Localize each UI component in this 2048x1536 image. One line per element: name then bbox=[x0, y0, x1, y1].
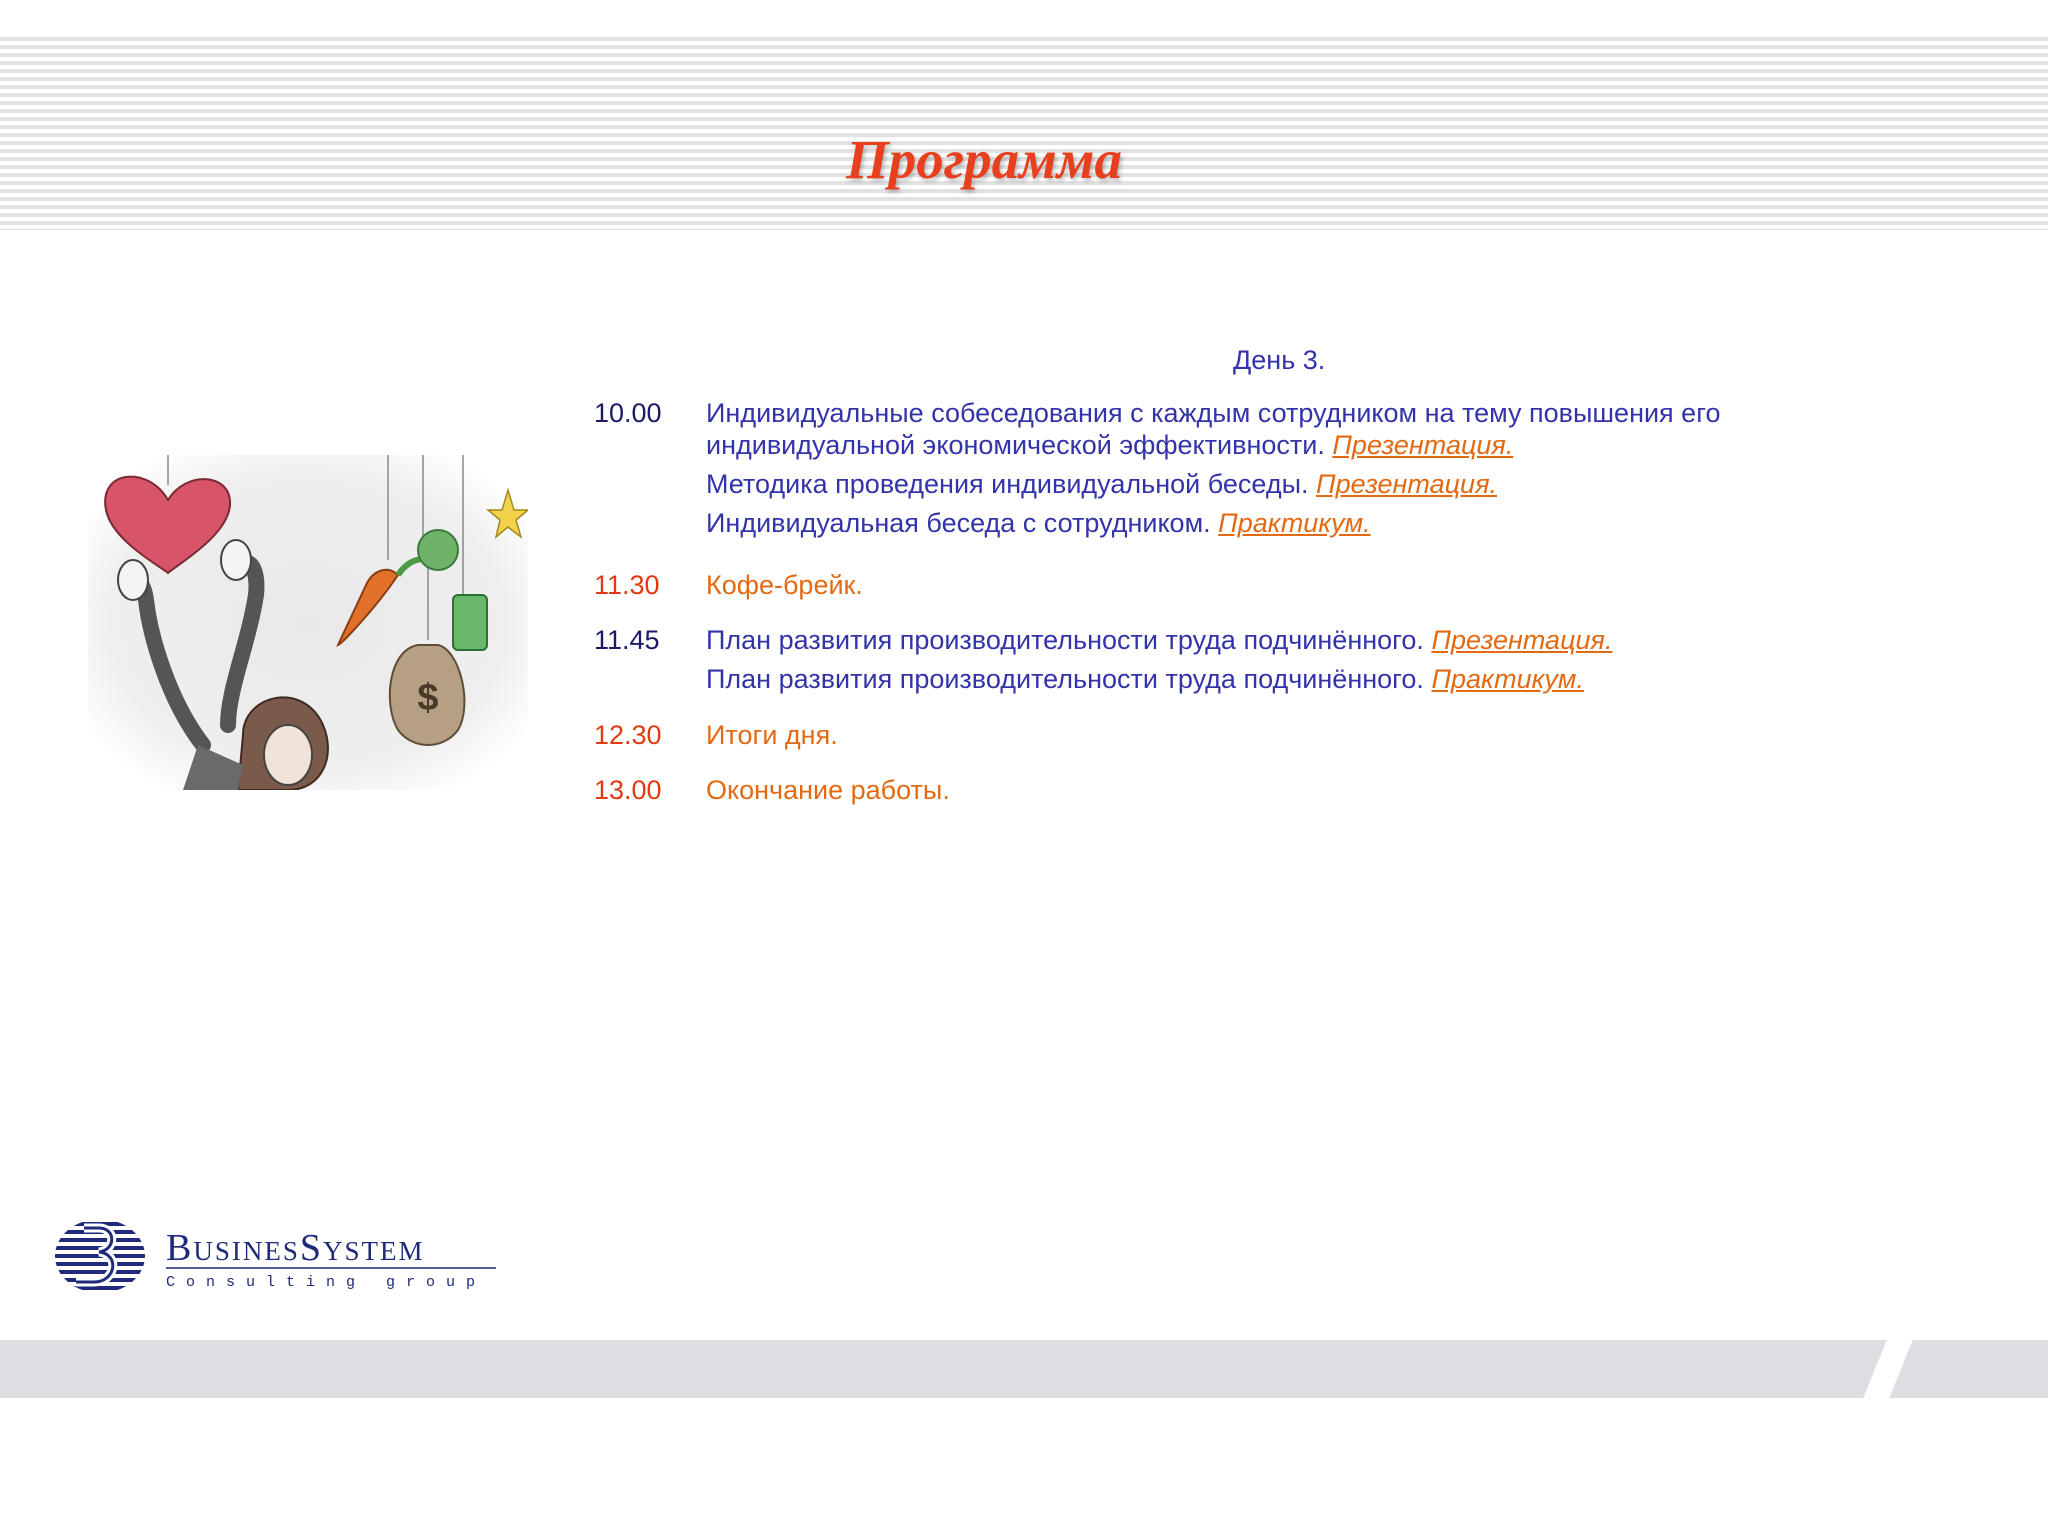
day-summary: Итоги дня. bbox=[706, 720, 838, 750]
session-line bbox=[706, 664, 1584, 695]
logo-wordmark: BusinesSystem bbox=[166, 1227, 425, 1269]
svg-text:$: $ bbox=[417, 677, 439, 719]
time-11-45: 11.45 bbox=[594, 625, 660, 655]
page-title: Программа bbox=[846, 129, 1122, 190]
session-line bbox=[706, 430, 1513, 461]
presentation-link[interactable]: Презентация. bbox=[1431, 625, 1613, 655]
session-text: индивидуальной экономической эффективности. bbox=[706, 430, 1325, 460]
time-13-00: 13.00 bbox=[594, 775, 662, 805]
session-line bbox=[706, 508, 1371, 539]
coffee-break: Кофе-брейк. bbox=[706, 570, 863, 600]
session-line: Индивидуальные собеседования с каждым сотрудником на тему повышения его bbox=[706, 398, 1721, 428]
footer-band bbox=[0, 1340, 2048, 1398]
end-of-work: Окончание работы. bbox=[706, 775, 950, 805]
session-line bbox=[706, 625, 1612, 656]
session-text: План развития производительности труда подчинённого. bbox=[706, 625, 1424, 655]
session-line bbox=[706, 469, 1497, 500]
practicum-link[interactable]: Практикум. bbox=[1218, 508, 1371, 538]
logo-tagline: C o n s u l t i n g g r o u p bbox=[166, 1274, 477, 1291]
presentation-link[interactable]: Презентация. bbox=[1316, 469, 1497, 499]
presentation-link[interactable]: Презентация. bbox=[1332, 430, 1514, 460]
session-text: План развития производительности труда подчинённого. bbox=[706, 664, 1424, 694]
illustration-motivation bbox=[88, 455, 528, 790]
session-text: Методика проведения индивидуальной беседы. bbox=[706, 469, 1309, 499]
day-heading: День 3. bbox=[1233, 345, 1326, 375]
session-text: Индивидуальная беседа с сотрудником. bbox=[706, 508, 1211, 538]
company-logo bbox=[54, 1216, 504, 1296]
time-10-00: 10.00 bbox=[594, 398, 662, 428]
time-12-30: 12.30 bbox=[594, 720, 662, 750]
time-11-30: 11.30 bbox=[594, 570, 660, 600]
practicum-link[interactable]: Практикум. bbox=[1431, 664, 1584, 694]
